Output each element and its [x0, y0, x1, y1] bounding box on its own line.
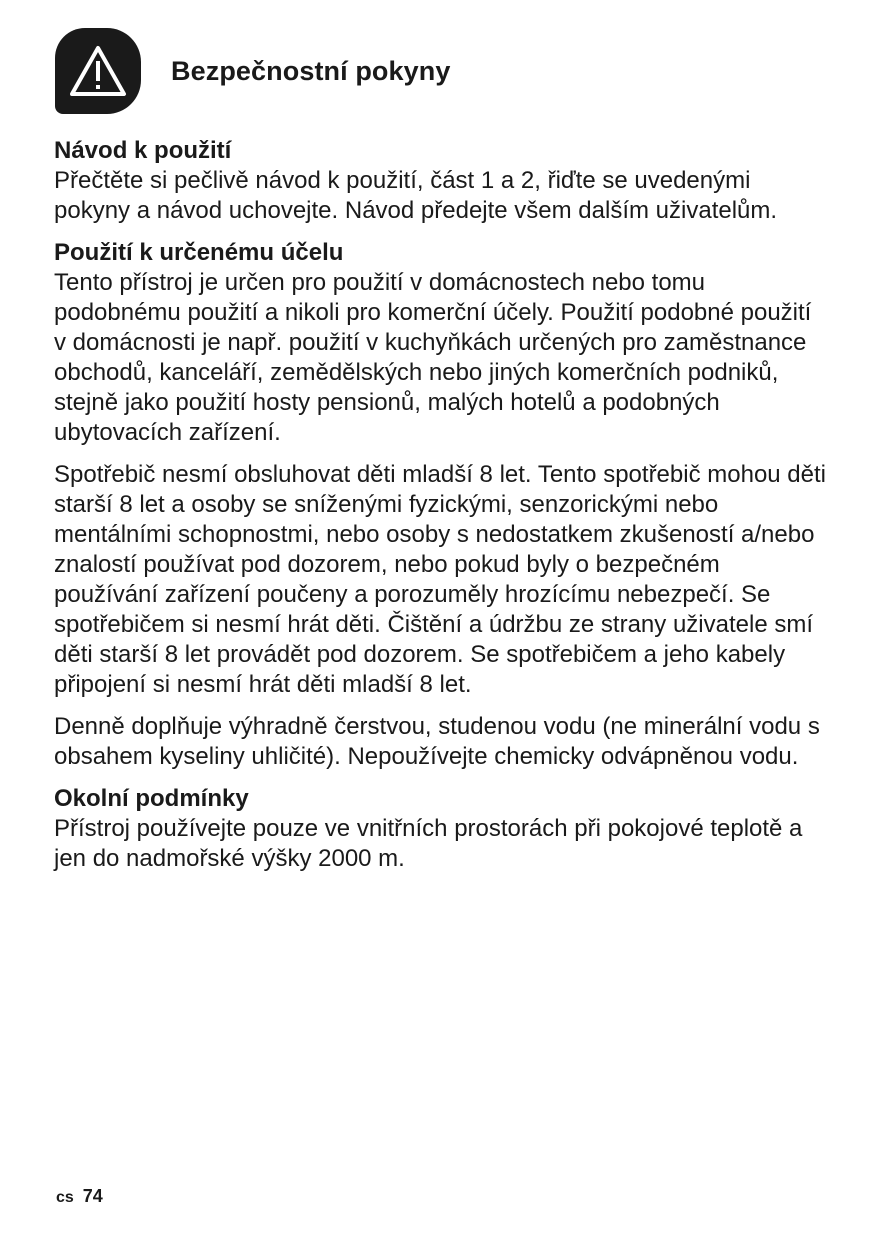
warning-triangle-icon: [68, 44, 128, 98]
section-intended-use: [54, 238, 829, 448]
paragraph: Přístroj používejte pouze ve vnitřních prostorách při pokojové teplotě a jen do nadmořské výšky 2000 m.: [54, 815, 803, 872]
section-intended-use-children: [54, 460, 829, 700]
document-body: [54, 136, 829, 886]
section-heading: Okolní podmínky: [54, 785, 249, 812]
page-footer: [56, 1186, 103, 1207]
paragraph: Tento přístroj je určen pro použití v domácnostech nebo tomu podobnému použití a nikoli pro komerční účely. Použití podobné použití v domácnosti je např. použití v kuchyňkách určených pro zaměstnance obchodů, kanceláří, zemědělských nebo jiných komerčních podniků, stejně jako použití hosty pensionů, malých hotelů a podobných ubytovacích zařízení.: [54, 269, 812, 446]
section-heading: Návod k použití: [54, 137, 232, 164]
paragraph: Přečtěte si pečlivě návod k použití, část 1 a 2, řiďte se uvedenými pokyny a návod uchovejte. Návod předejte všem dalším uživatelům.: [54, 167, 778, 224]
section-intended-use-water: [54, 712, 829, 772]
section-environment: [54, 784, 829, 874]
section-heading: Použití k určenému účelu: [54, 239, 344, 266]
paragraph: Denně doplňuje výhradně čerstvou, studenou vodu (ne minerální vodu s obsahem kyseliny uhličité). Nepoužívejte chemicky odvápněnou vodu.: [54, 713, 820, 770]
warning-badge: [55, 28, 141, 114]
section-header: [55, 28, 450, 114]
page-title: Bezpečnostní pokyny: [171, 55, 451, 86]
paragraph: Spotřebič nesmí obsluhovat děti mladší 8 let. Tento spotřebič mohou děti starší 8 let a osoby se sníženými fyzickými, senzorickými nebo mentálními schopnostmi, nebo osoby s nedostatkem zkušeností a/nebo znalostí používat pod dozorem, nebo pokud byly o bezpečném používání zařízení poučeny a porozuměly hrozícímu nebezpečí. Se spotřebičem si nesmí hrát děti. Čištění a údržbu ze strany uživatele smí děti starší 8 let provádět pod dozorem. Se spotřebičem a jeho kabely připojení si nesmí hrát děti mladší 8 let.: [54, 461, 826, 698]
section-instructions: [54, 136, 829, 226]
language-code: cs: [56, 1189, 74, 1206]
page-number: 74: [82, 1186, 103, 1206]
